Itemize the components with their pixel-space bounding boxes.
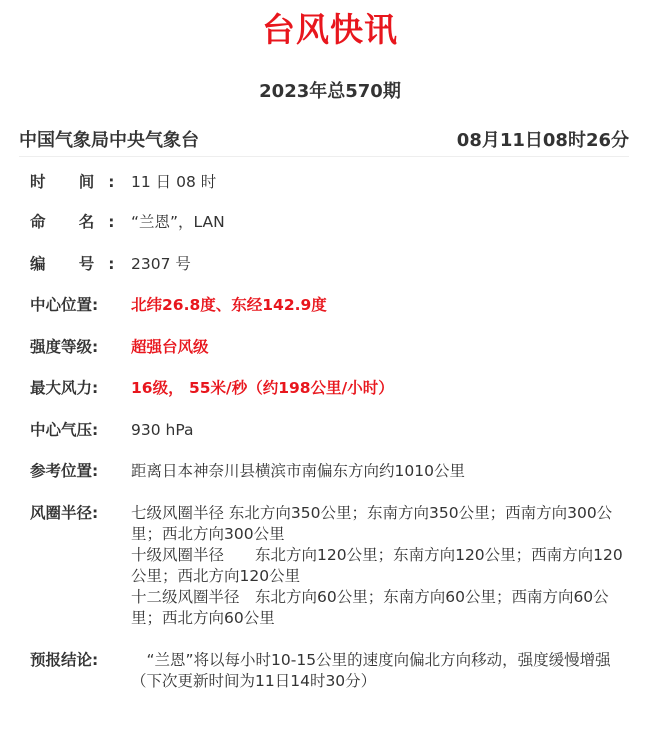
field-max-wind: [30, 378, 630, 399]
forecast-next-update: （下次更新时间为11日14时30分）: [131, 672, 377, 690]
field-wind-radius-label: 风圈半径:: [30, 504, 99, 522]
field-name-label: 命 名:: [30, 213, 129, 231]
field-time: [30, 172, 630, 193]
field-name-value: “兰恩”，LAN: [131, 213, 225, 231]
field-max-wind-label: 最大风力:: [30, 379, 99, 397]
field-number-value: 2307 号: [131, 255, 191, 273]
field-number: [30, 254, 630, 275]
field-pressure-label: 中心气压:: [30, 421, 99, 439]
agency-name: 中国气象局中央气象台: [19, 130, 199, 151]
bulletin-header: [19, 126, 629, 152]
wind-radius-level10: 十级风圈半径 东北方向120公里；东南方向120公里；西南方向120公里；西北方向120公里: [131, 546, 623, 585]
field-reference-position: [30, 461, 630, 482]
field-time-label: 时 间:: [30, 173, 129, 191]
field-center-position-value: 北纬26.8度、东经142.9度: [131, 296, 327, 314]
issue-datetime: 08月11日08时26分: [456, 130, 629, 151]
wind-radius-level7: 七级风圈半径 东北方向350公里；东南方向350公里；西南方向300公里；西北方向300公里: [131, 504, 613, 543]
field-pressure-value: 930 hPa: [131, 421, 194, 439]
field-wind-radius-value: [131, 503, 630, 629]
field-number-label: 编 号:: [30, 255, 129, 273]
field-forecast-value: [131, 650, 630, 692]
field-max-wind-value: 16级， 55米/秒（约198公里/小时）: [131, 379, 394, 397]
field-time-value: 11 日 08 时: [131, 173, 217, 191]
field-pressure: [30, 420, 630, 441]
forecast-text: “兰恩”将以每小时10-15公里的速度向偏北方向移动，强度缓慢增强: [131, 651, 611, 669]
page-title: 台风快讯: [262, 10, 398, 49]
field-intensity-value: 超强台风级: [131, 338, 209, 356]
header-divider: [19, 156, 629, 157]
field-center-position: [30, 295, 630, 316]
field-name: [30, 212, 630, 233]
field-forecast-label: 预报结论:: [30, 651, 99, 669]
wind-radius-level12: 十二级风圈半径 东北方向60公里；东南方向60公里；西南方向60公里；西北方向60公里: [131, 588, 609, 627]
field-wind-radius: [30, 503, 630, 629]
field-reference-position-value: 距离日本神奈川县横滨市南偏东方向约1010公里: [131, 462, 465, 480]
field-forecast: [30, 650, 630, 692]
field-intensity-label: 强度等级:: [30, 338, 99, 356]
issue-number: 2023年总570期: [259, 81, 401, 102]
field-center-position-label: 中心位置:: [30, 296, 99, 314]
field-reference-position-label: 参考位置:: [30, 462, 99, 480]
field-intensity: [30, 337, 630, 358]
